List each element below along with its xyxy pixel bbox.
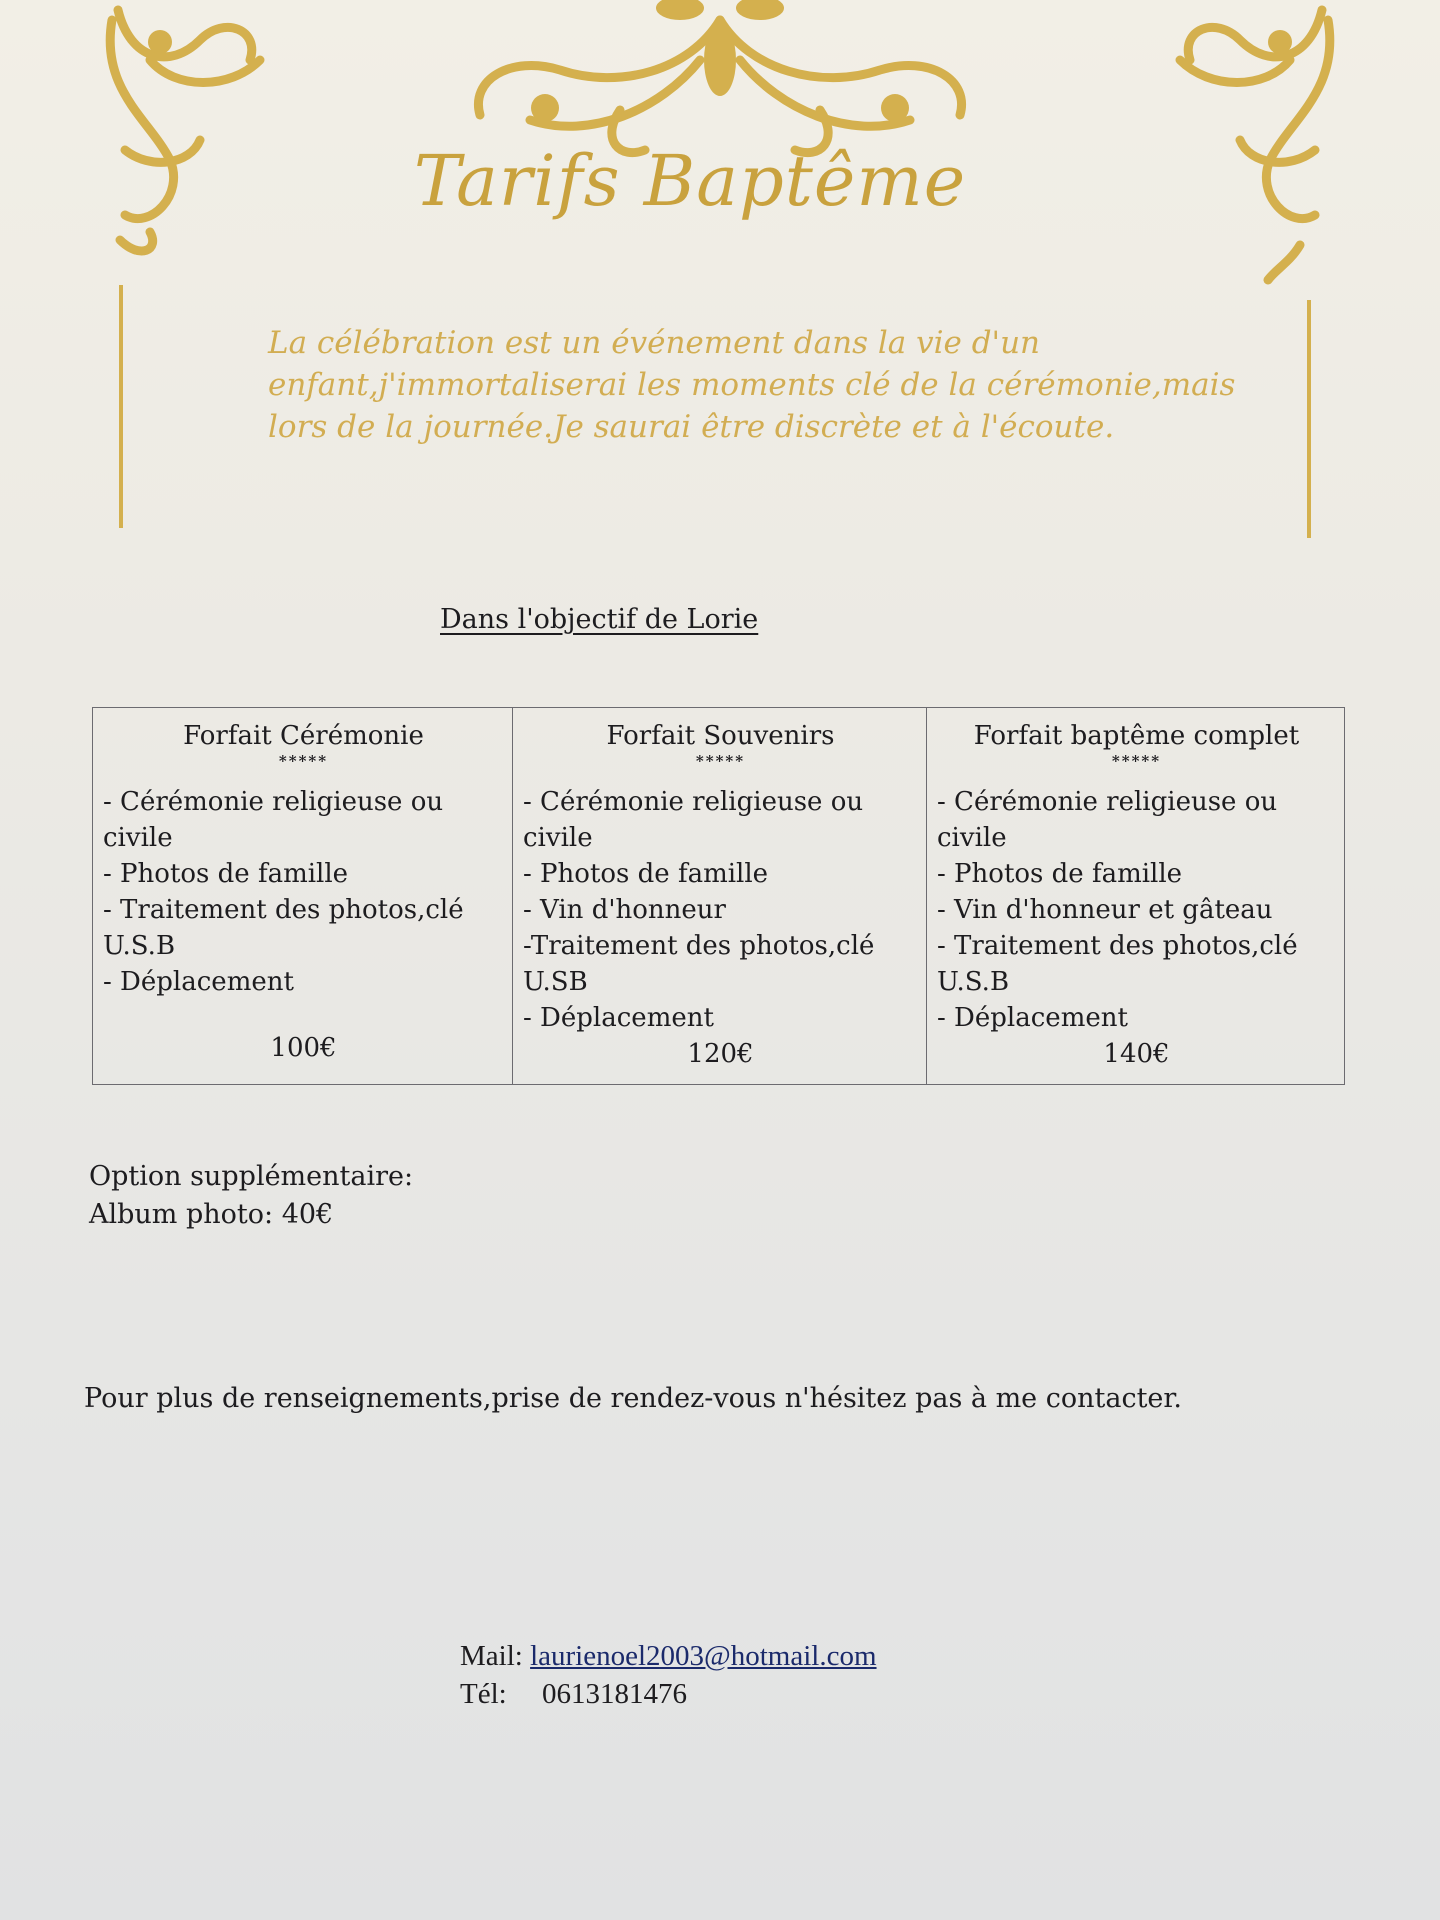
package-feature: - Déplacement — [937, 1003, 1128, 1033]
package-feature: - Cérémonie religieuse ou civile — [103, 787, 444, 853]
package-feature: - Traitement des photos,clé U.S.B — [937, 931, 1298, 997]
package-title: Forfait Cérémonie — [183, 721, 424, 751]
page-title: Tarifs Baptême — [413, 140, 967, 222]
package-ceremonie — [93, 708, 513, 1085]
package-stars: ***** — [278, 752, 329, 770]
extra-option — [89, 1158, 413, 1234]
option-label: Option supplémentaire: — [89, 1161, 414, 1192]
package-souvenirs — [513, 708, 927, 1085]
package-feature: - Vin d'honneur et gâteau — [937, 895, 1273, 925]
intro-line: lors de la journée.Je saurai être discrète et à l'écoute. — [268, 409, 1115, 445]
intro-text — [268, 322, 1258, 448]
package-feature: - Déplacement — [103, 967, 294, 997]
package-price: 120€ — [687, 1039, 754, 1069]
package-title: Forfait baptême complet — [973, 721, 1300, 751]
phone-number: 0613181476 — [542, 1678, 687, 1710]
package-feature: - Photos de famille — [523, 859, 769, 889]
gold-ornament-frame — [0, 0, 1440, 560]
package-feature: - Cérémonie religieuse ou civile — [937, 787, 1278, 853]
package-feature: -Traitement des photos,clé U.SB — [523, 931, 875, 997]
package-feature: - Vin d'honneur — [523, 895, 726, 925]
option-item: Album photo: 40€ — [89, 1199, 334, 1230]
package-feature: - Photos de famille — [937, 859, 1183, 889]
contact-phone-row — [460, 1675, 877, 1713]
mail-label: Mail: — [460, 1640, 523, 1672]
package-feature: - Cérémonie religieuse ou civile — [523, 787, 864, 853]
package-stars: ***** — [695, 752, 746, 770]
phone-label: Tél: — [460, 1678, 507, 1710]
package-complet — [927, 708, 1345, 1085]
package-feature: - Photos de famille — [103, 859, 349, 889]
package-price: 140€ — [1103, 1039, 1170, 1069]
intro-line: enfant,j'immortaliserai les moments clé de la cérémonie,mais — [268, 367, 1236, 403]
package-price: 100€ — [270, 1033, 337, 1063]
subtitle: Dans l'objectif de Lorie — [440, 604, 759, 635]
mail-link[interactable]: laurienoel2003@hotmail.com — [530, 1640, 877, 1672]
pricing-table — [92, 707, 1345, 1085]
package-feature: - Déplacement — [523, 1003, 714, 1033]
contact-block — [460, 1637, 877, 1713]
package-feature: - Traitement des photos,clé U.S.B — [103, 895, 464, 961]
info-text: Pour plus de renseignements,prise de rendez-vous n'hésitez pas à me contacter. — [84, 1383, 1182, 1414]
contact-mail-row — [460, 1637, 877, 1675]
package-title: Forfait Souvenirs — [606, 721, 835, 751]
package-stars: ***** — [1111, 752, 1162, 770]
intro-line: La célébration est un événement dans la vie d'un — [268, 325, 1041, 361]
